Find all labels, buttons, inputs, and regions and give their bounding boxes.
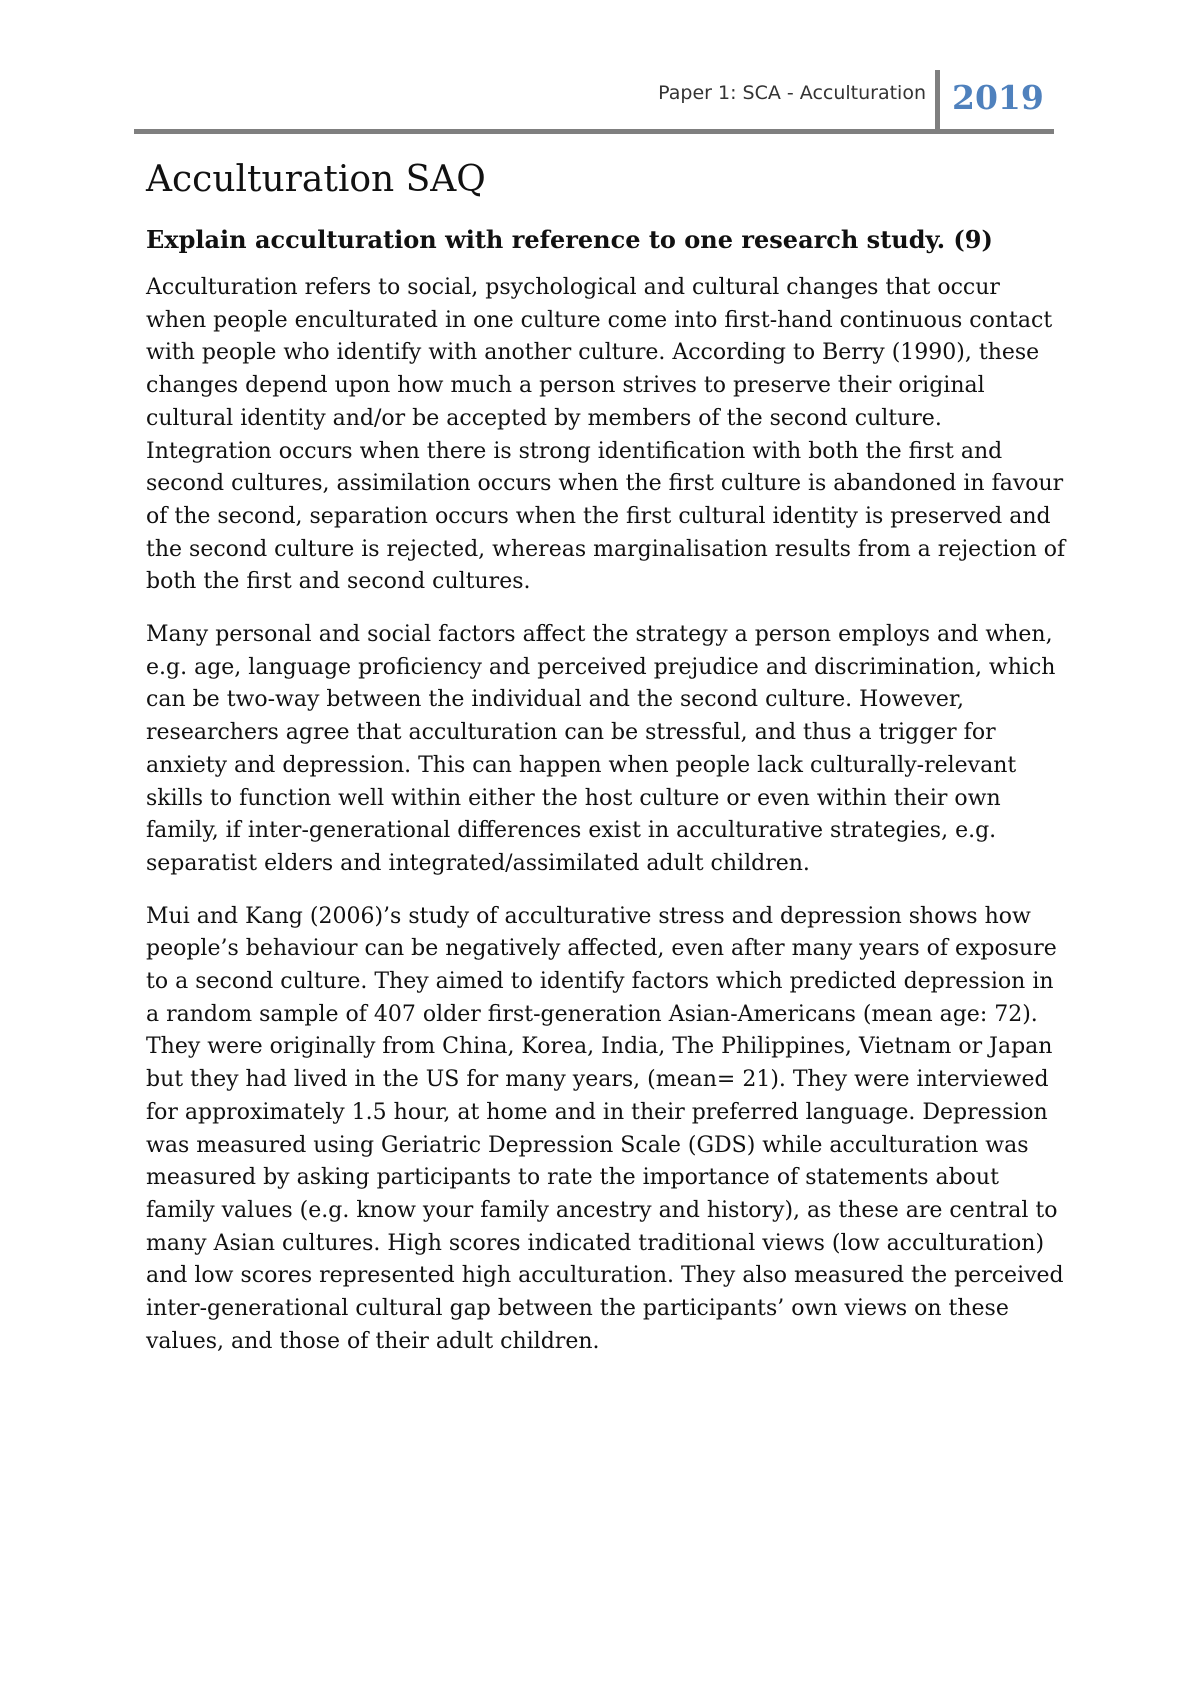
question-heading: Explain acculturation with reference to one research study. (9) bbox=[146, 225, 993, 254]
page-title: Acculturation SAQ bbox=[146, 159, 486, 200]
paragraph-definition: Acculturation refers to social, psychological and cultural changes that occur when people enculturated in one culture come into first-hand continuous contact with people who identify with another culture. According to Berry (1990), these changes depend upon how much a person strives to preserve their original cultural identity and/or be accepted by members of the second culture. Integration occurs when there is strong identification with both the first and second cultures, assimilation occurs when the first culture is abandoned in favour of the second, separation occurs when the first cultural identity is preserved and the second culture is rejected, whereas marginalisation results from a rejection of both the first and second cultures. bbox=[146, 275, 1066, 595]
paragraph-study: Mui and Kang (2006)’s study of acculturative stress and depression shows how people’s behaviour can be negatively affected, even after many years of exposure to a second culture. They aimed to identify factors which predicted depression in a random sample of 407 older first-generation Asian-Americans (mean age: 72). They were originally from China, Korea, India, The Philippines, Vietnam or Japan but they had lived in the US for many years, (mean= 21). They were interviewed for approximately 1.5 hour, at home and in their preferred language. Depression was measured using Geriatric Depression Scale (GDS) while acculturation was measured by asking participants to rate the importance of statements about family values (e.g. know your family ancestry and history), as these are central to many Asian cultures. High scores indicated traditional views (low acculturation) and low scores represented high acculturation. They also measured the perceived inter-generational cultural gap between the participants’ own views on these values, and those of their adult children. bbox=[146, 903, 1064, 1354]
header-rule bbox=[134, 129, 1054, 134]
page-header bbox=[134, 70, 1054, 134]
document-body bbox=[146, 155, 1066, 1359]
header-divider bbox=[935, 70, 940, 131]
paragraph-factors: Many personal and social factors affect the strategy a person employs and when, e.g. age, language proficiency and perceived prejudice and discrimination, which can be two-way between the individual and the second culture. However, researchers agree that acculturation can be stressful, and thus a trigger for anxiety and depression. This can happen when people lack culturally-relevant skills to function well within either the host culture or even within their own family, if inter-generational differences exist in acculturative strategies, e.g. separatist elders and integrated/assimilated adult children. bbox=[146, 622, 1056, 876]
header-year: 2019 bbox=[952, 78, 1044, 117]
header-label: Paper 1: SCA - Acculturation bbox=[658, 82, 926, 104]
